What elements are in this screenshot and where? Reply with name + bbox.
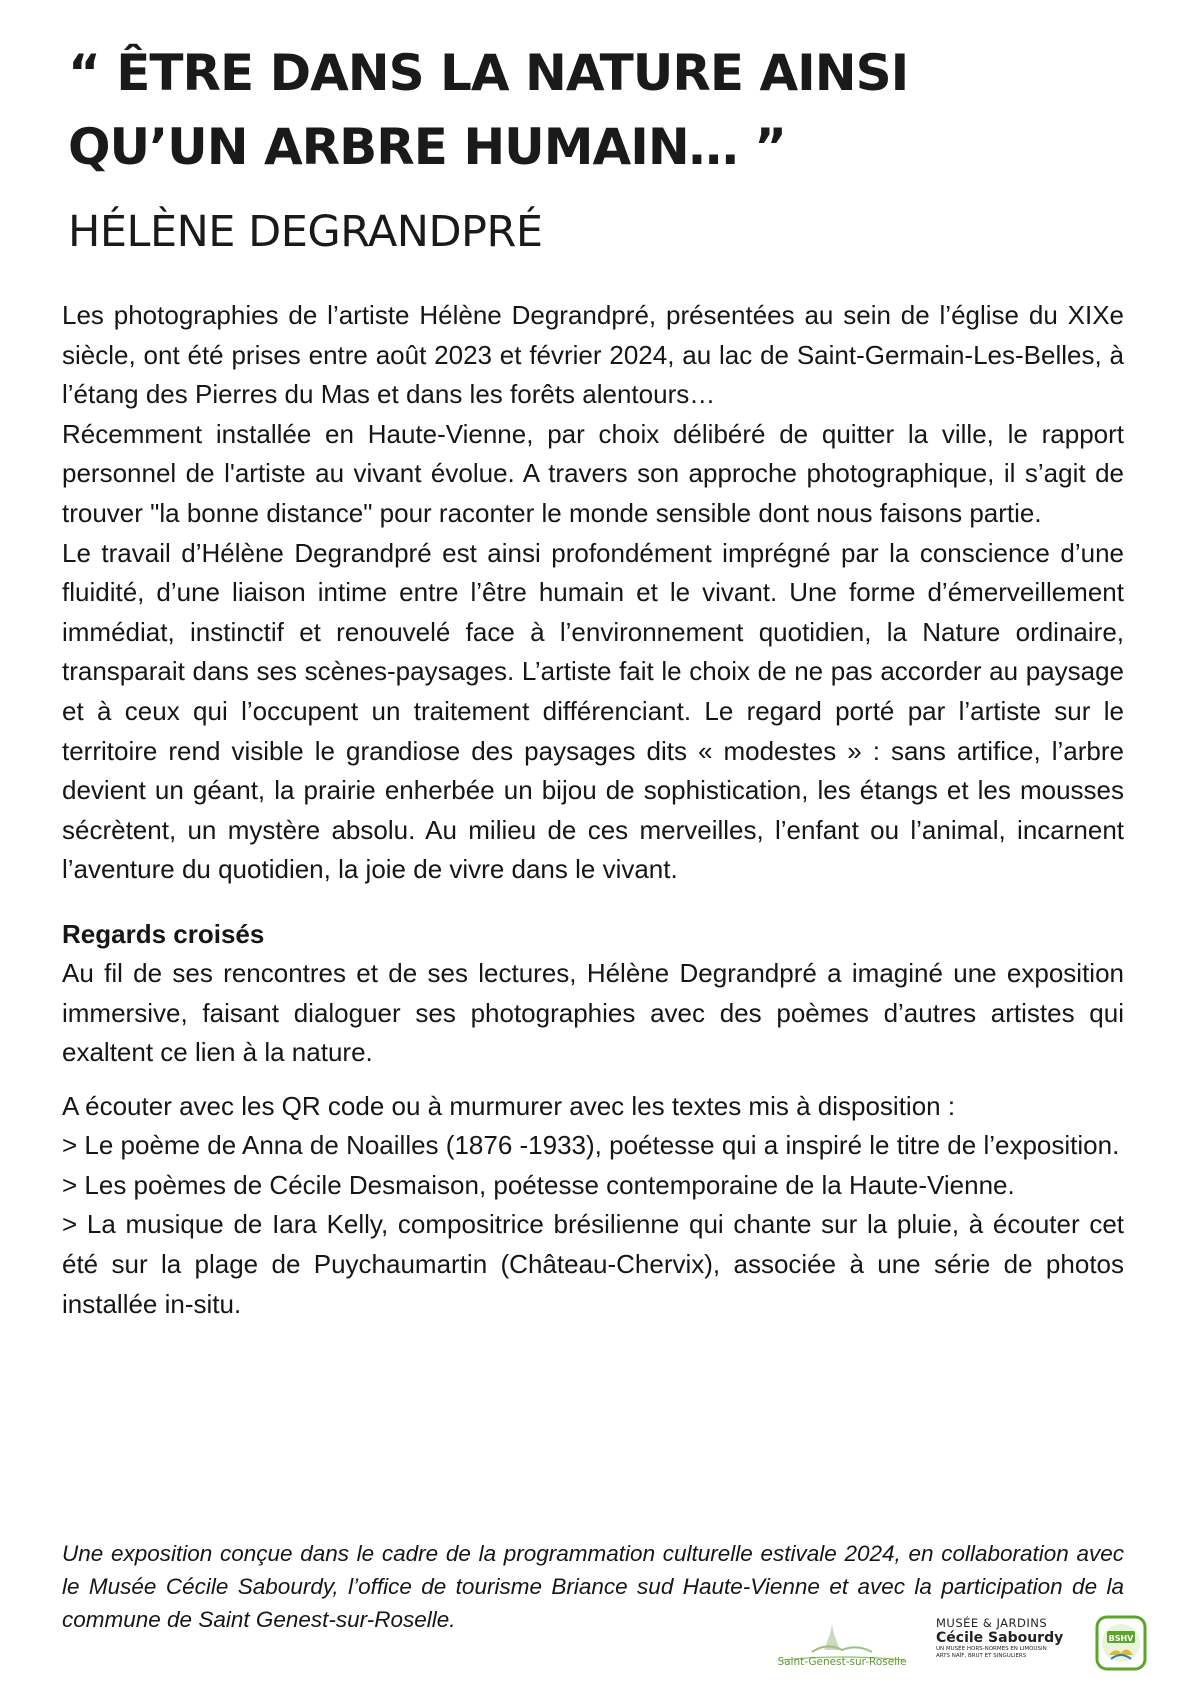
listen-intro: A écouter avec les QR code ou à murmurer avec les textes mis à disposition : (62, 1090, 956, 1121)
tourism-office-logo (1095, 1615, 1147, 1671)
paragraph-intro: Les photographies de l’artiste Hélène Degrandpré, présentées au sein de l’église du XIXe siècle, ont été prises entre août 2023 et février 2024, au lac de Saint-Germain-Les-Belles, à l’étang des Pierres du Mas et dans les forêts alentours… (62, 300, 1124, 410)
paragraph-installation: Récemment installée en Haute-Vienne, par choix délibéré de quitter la ville, le rapport personnel de l'artiste au vivant évolue. A travers son approche photographique, il s’agit de trouver "la bonne distance" pour raconter le monde sensible dont nous faisons partie. (62, 418, 1124, 528)
musee-logo-line-3: UN MUSÉE HORS-NORMES EN LIMOUSIN (936, 1646, 1047, 1652)
artist-name: HÉLÈNE DEGRANDPRÉ (68, 207, 543, 257)
list-item: > Le poème de Anna de Noailles (1876 -1933), poétesse qui a inspiré le titre de l’exposition. (62, 1130, 1120, 1161)
saint-genest-logo-text: Saint-Genest-sur-Roselle (777, 1656, 907, 1668)
title-line-2: QU’UN ARBRE HUMAIN… ” (68, 118, 786, 176)
saint-genest-logo (772, 1616, 912, 1674)
list-item: > La musique de Iara Kelly, compositrice brésilienne qui chante sur la pluie, à écouter cet été sur la plage de Puychaumartin (Château-Chervix), associée à une série de photos installée in-situ. (62, 1209, 1124, 1319)
musee-logo-line-4: ARTS NAÏF, BRUT ET SINGULIERS (936, 1653, 1027, 1659)
section-paragraph: Au fil de ses rencontres et de ses lectures, Hélène Degrandpré a imaginé une exposition immersive, faisant dialoguer ses photographies avec des poèmes d’autres artistes qui exaltent ce lien à la nature. (62, 957, 1124, 1068)
tourism-logo-text: BSHV (1108, 1634, 1134, 1643)
exhibition-title (68, 36, 1128, 184)
musee-logo-line-2: Cécile Sabourdy (936, 1630, 1064, 1646)
credit-note: Une exposition conçue dans le cadre de la programmation culturelle estivale 2024, en collaboration avec le Musée Cécile Sabourdy, l’office de tourisme Briance sud Haute-Vienne et avec la participation de la commune de Saint Genest-sur-Roselle. (62, 1541, 1124, 1632)
musee-sabourdy-logo (936, 1616, 1076, 1676)
paragraph-work: Le travail d’Hélène Degrandpré est ainsi profondément imprégné par la conscience d’une fluidité, d’une liaison intime entre l’être humain et le vivant. Une forme d’émerveillement immédiat, instinctif et renouvelé face à l’environnement quotidien, la Nature ordinaire, transparait dans ses scènes-paysages. L’artiste fait le choix de ne pas accorder au paysage et à ceux qui l’occupent un traitement différenciant. Le regard porté par l’artiste sur le territoire rend visible le grandiose des paysages dits « modestes » : sans artifice, l’arbre devient un géant, la prairie enherbée un bijou de sophistication, les étangs et les mousses sécrètent, un mystère absolu. Au milieu de ces merveilles, l’enfant ou l’animal, incarnent l’aventure du quotidien, la joie de vivre dans le vivant. (62, 537, 1124, 885)
section-heading: Regards croisés (62, 918, 265, 949)
list-item: > Les poèmes de Cécile Desmaison, poétesse contemporaine de la Haute-Vienne. (62, 1169, 1015, 1200)
body-text (62, 296, 1124, 1324)
title-line-1: “ ÊTRE DANS LA NATURE AINSI (68, 44, 909, 102)
musee-logo-line-1: MUSÉE & JARDINS (936, 1616, 1048, 1630)
